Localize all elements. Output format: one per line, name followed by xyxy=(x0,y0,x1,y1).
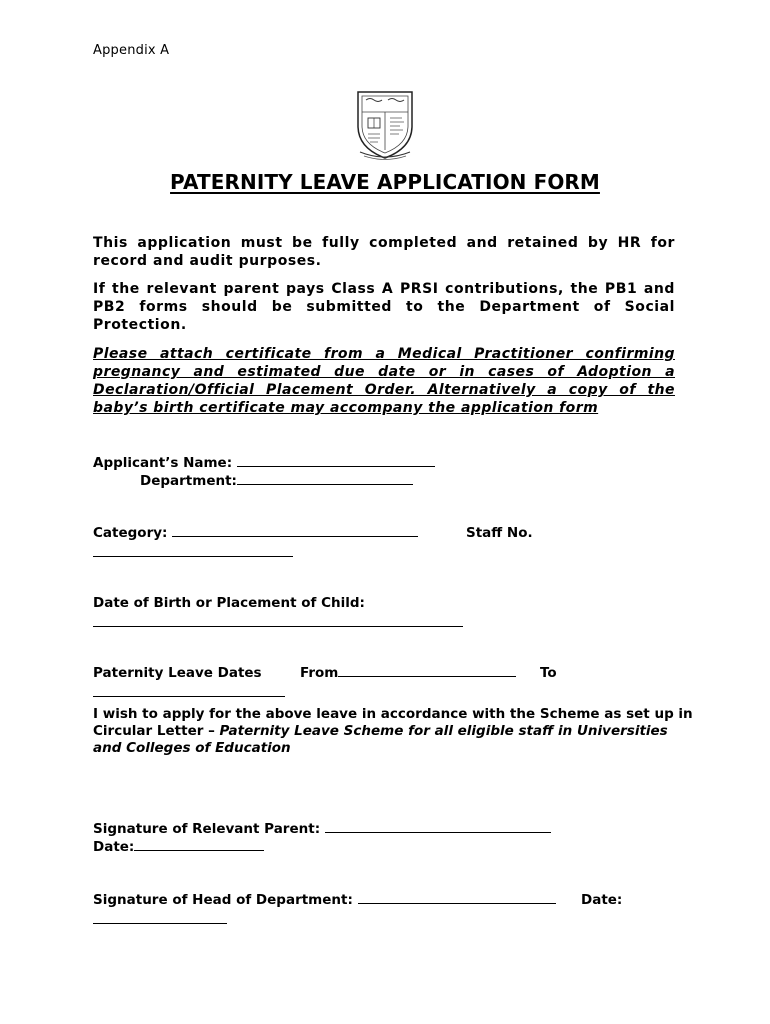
scheme-name: Paternity Leave Scheme for all eligible staff in Universities and Colleges of Education xyxy=(93,723,668,756)
parent-date-row xyxy=(93,838,264,856)
applicant-name-row xyxy=(93,454,435,472)
staff-no-label: Staff No. xyxy=(466,525,533,541)
to-field-wrap xyxy=(93,682,285,701)
parent-date-field[interactable] xyxy=(134,838,264,851)
form-title: PATERNITY LEAVE APPLICATION FORM xyxy=(170,170,600,194)
category-row xyxy=(93,524,418,542)
hod-date-field[interactable] xyxy=(93,911,227,924)
applicant-name-label: Applicant’s Name: xyxy=(93,455,233,471)
department-label: Department: xyxy=(140,473,237,489)
intro-paragraph-certificate: Please attach certificate from a Medical Practitioner confirming pregnancy and estimated due date or in cases of Adoption a Declaration/Official Placement Order. Alternatively a copy of the baby’s birth certificate may accompany the application form xyxy=(93,346,675,416)
to-date-field[interactable] xyxy=(93,684,285,697)
dob-field[interactable] xyxy=(93,614,463,627)
declaration-text: I wish to apply for the above leave in accordance with the Scheme as set up in Circular Letter – xyxy=(93,706,693,739)
to-label: To xyxy=(540,665,557,681)
leave-dates-label: Paternity Leave Dates xyxy=(93,665,262,681)
staff-no-field-wrap xyxy=(93,542,293,561)
hod-date-label: Date: xyxy=(581,892,623,908)
department-row xyxy=(140,472,413,490)
category-label: Category: xyxy=(93,525,168,541)
from-label: From xyxy=(300,665,339,681)
parent-signature-field[interactable] xyxy=(325,820,551,833)
dob-label: Date of Birth or Placement of Child: xyxy=(93,595,365,611)
hod-signature-label: Signature of Head of Department: xyxy=(93,892,353,908)
intro-paragraph-hr: This application must be fully completed and retained by HR for record and audit purposes. xyxy=(93,235,675,269)
parent-signature-row xyxy=(93,820,551,838)
hod-signature-row xyxy=(93,891,556,909)
hod-signature-field[interactable] xyxy=(358,891,556,904)
from-row xyxy=(300,664,516,682)
university-crest-icon xyxy=(350,86,420,162)
applicant-name-field[interactable] xyxy=(237,454,435,467)
dob-field-wrap xyxy=(93,612,463,631)
staff-no-field[interactable] xyxy=(93,544,293,557)
intro-paragraph-prsi: If the relevant parent pays Class A PRSI contributions, the PB1 and PB2 forms should be submitted to the Department of Social Protection. xyxy=(93,281,675,333)
hod-date-field-wrap xyxy=(93,909,227,928)
parent-date-label: Date: xyxy=(93,839,135,855)
appendix-label: Appendix A xyxy=(93,43,170,58)
declaration-paragraph xyxy=(93,706,693,757)
from-date-field[interactable] xyxy=(338,664,516,677)
department-field[interactable] xyxy=(237,472,413,485)
parent-signature-label: Signature of Relevant Parent: xyxy=(93,821,321,837)
category-field[interactable] xyxy=(172,524,418,537)
